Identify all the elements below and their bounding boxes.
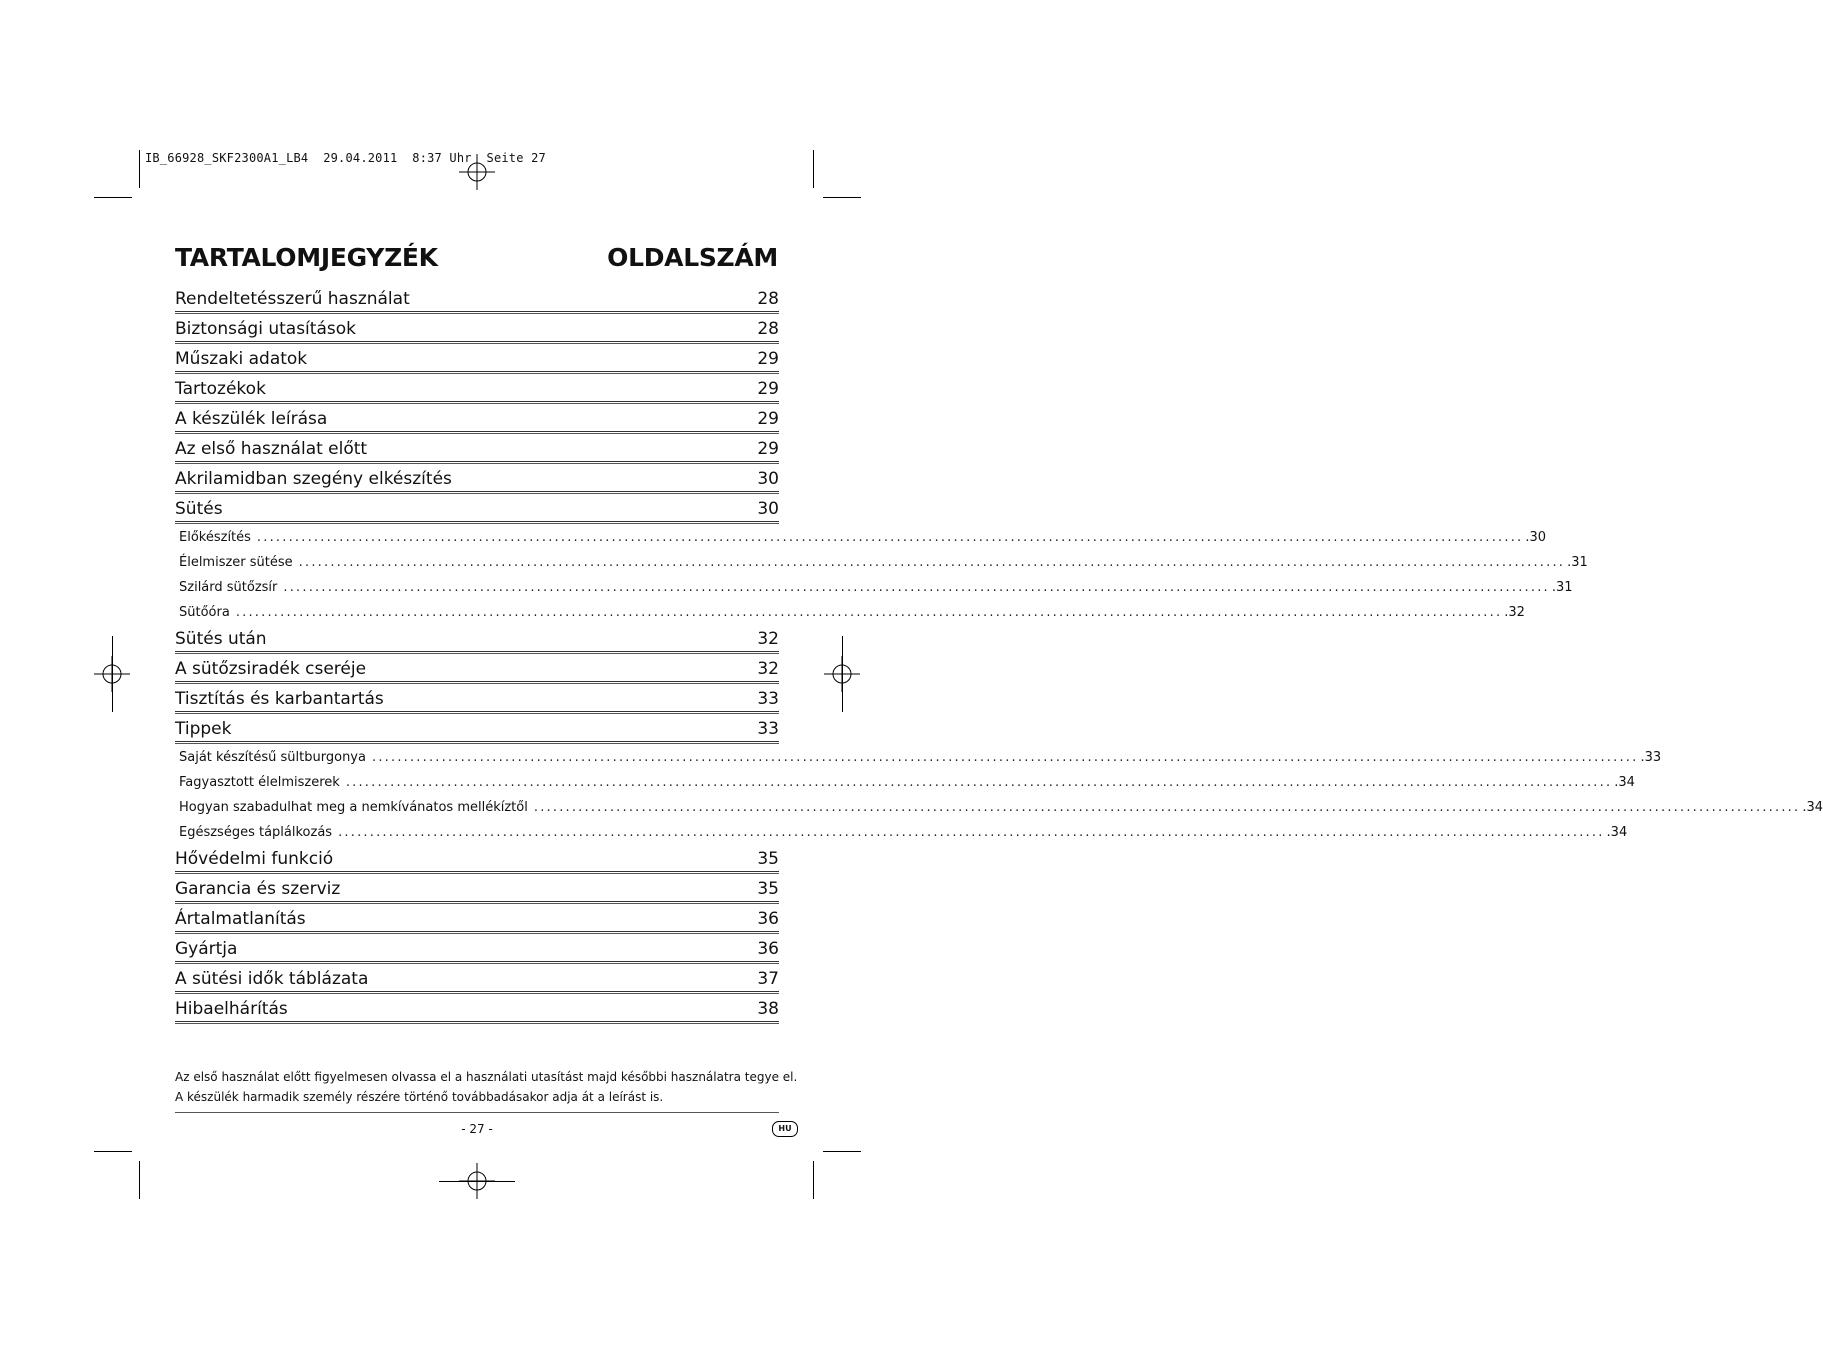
page-title: TARTALOMJEGYZÉK (175, 243, 438, 272)
toc-entry-page: .34 (1614, 775, 1635, 790)
page-number-column-title: OLDALSZÁM (607, 243, 778, 272)
crop-mark (139, 150, 140, 188)
toc-entry-label: Rendeltetésszerű használat (175, 289, 410, 309)
footer-note: A készülék harmadik személy részére történő továbbadásakor adja át a leírást is. (175, 1090, 664, 1104)
toc-entry-label: Előkészítés (179, 530, 251, 545)
toc-entry-label: Sütés (175, 499, 223, 519)
toc-entry (175, 845, 779, 872)
language-badge: HU (772, 1121, 798, 1137)
toc-leader-dots: ........................................................................................................................................................................................................ (345, 775, 1613, 790)
toc-entry-page: 36 (757, 909, 779, 929)
toc-entry-page: 35 (757, 849, 779, 869)
toc-entry-page: .31 (1551, 580, 1573, 595)
crop-mark (842, 636, 843, 712)
toc-entry-label: Az első használat előtt (175, 439, 368, 459)
toc-entry-page: .30 (1525, 530, 1547, 545)
toc-entry-label: Garancia és szerviz (175, 879, 341, 899)
toc-subentry (175, 550, 1588, 575)
toc-entry-label: Tippek (175, 719, 232, 739)
footer-note: Az első használat előtt figyelmesen olvassa el a használati utasítást majd későbbi használatra tegye el. (175, 1070, 798, 1084)
toc-entry-page: 32 (757, 659, 779, 679)
toc-entry (175, 285, 779, 312)
toc-leader-dots: ........................................................................................................................................................................................................ (533, 800, 1801, 815)
toc-entry-page: 37 (757, 969, 779, 989)
crop-mark (94, 1151, 132, 1152)
toc-entry (175, 375, 779, 402)
toc-entry-page: 30 (757, 499, 779, 519)
toc-entry-label: A készülék leírása (175, 409, 328, 429)
toc-entry (175, 715, 779, 742)
toc-entry-label: Saját készítésű sültburgonya (179, 750, 366, 765)
toc-leader-dots: ........................................................................................................................................................................................................ (298, 555, 1566, 570)
crop-mark (112, 636, 113, 712)
toc-entry-label: Sütőóra (179, 605, 230, 620)
toc-entry-label: Hogyan szabadulhat meg a nemkívánatos mellékíztől (179, 800, 528, 815)
toc-subentry (175, 600, 1525, 625)
toc-entry (175, 625, 779, 652)
toc-entry (175, 995, 779, 1022)
toc-entry-page: 38 (757, 999, 779, 1019)
toc-entry (175, 935, 779, 962)
toc-entry (175, 345, 779, 372)
toc-subentry (175, 575, 1573, 600)
toc-entry-label: Gyártja (175, 939, 238, 959)
toc-entry-label: Hővédelmi funkció (175, 849, 334, 869)
crop-mark (813, 1161, 814, 1199)
toc-entry-label: Tartozékok (175, 379, 266, 399)
print-slug: IB_66928_SKF2300A1_LB4 29.04.2011 8:37 Uhr Seite 27 (145, 151, 546, 165)
toc-leader-dots: ........................................................................................................................................................................................................ (283, 580, 1550, 595)
toc-entry-page: 28 (757, 319, 779, 339)
crop-mark (823, 197, 861, 198)
toc-entry (175, 905, 779, 932)
toc-entry-page: 36 (757, 939, 779, 959)
toc-entry (175, 655, 779, 682)
toc-entry-page: 35 (757, 879, 779, 899)
footer-divider (175, 1112, 779, 1113)
toc-entry-page: 33 (757, 719, 779, 739)
toc-entry-page: 29 (757, 439, 779, 459)
toc-entry-page: 33 (757, 689, 779, 709)
toc-subentry (175, 795, 1823, 820)
toc-entry-page: .33 (1640, 750, 1662, 765)
toc-entry-label: Hibaelhárítás (175, 999, 288, 1019)
toc-entry-label: Egészséges táplálkozás (179, 825, 333, 840)
registration-mark-icon (459, 154, 495, 190)
toc-entry (175, 875, 779, 902)
toc-entry-label: Biztonsági utasítások (175, 319, 356, 339)
toc-entry-label: Tisztítás és karbantartás (175, 689, 384, 709)
crop-mark (94, 197, 132, 198)
toc-entry-page: 28 (757, 289, 779, 309)
toc-entry-page: .32 (1504, 605, 1525, 620)
toc-entry (175, 315, 779, 342)
toc-entry-label: A sütőzsiradék cseréje (175, 659, 367, 679)
toc-entry-label: Műszaki adatok (175, 349, 308, 369)
toc-entry-label: Szilárd sütőzsír (179, 580, 278, 595)
toc-entry-page: .31 (1567, 555, 1588, 570)
toc-entry-page: 32 (757, 629, 779, 649)
crop-mark (439, 1181, 515, 1182)
toc-subentry (175, 525, 1547, 550)
crop-mark (823, 1151, 861, 1152)
toc-entry-label: Sütés után (175, 629, 267, 649)
toc-leader-dots: ........................................................................................................................................................................................................ (338, 825, 1605, 840)
toc-subentry (175, 820, 1628, 845)
crop-mark (139, 1161, 140, 1199)
toc-subentry (175, 770, 1635, 795)
toc-entry-label: Fagyasztott élelmiszerek (179, 775, 340, 790)
toc-entry-page: 29 (757, 349, 779, 369)
toc-entry-page: .34 (1606, 825, 1628, 840)
toc-entry (175, 965, 779, 992)
toc-entry-label: Élelmiszer sütése (179, 555, 293, 570)
toc-entry (175, 495, 779, 522)
page-number: - 27 - (461, 1122, 493, 1136)
toc-leader-dots: ........................................................................................................................................................................................................ (256, 530, 1524, 545)
toc-entry-page: .34 (1802, 800, 1823, 815)
toc-entry (175, 465, 779, 492)
toc-entry (175, 405, 779, 432)
crop-mark (813, 150, 814, 188)
toc-entry-page: 30 (757, 469, 779, 489)
toc-entry-label: Ártalmatlanítás (175, 909, 306, 929)
table-of-contents (175, 285, 1823, 1025)
toc-entry (175, 435, 779, 462)
toc-leader-dots: ........................................................................................................................................................................................................ (235, 605, 1503, 620)
toc-subentry (175, 745, 1662, 770)
toc-entry (175, 685, 779, 712)
toc-leader-dots: ........................................................................................................................................................................................................ (371, 750, 1639, 765)
toc-entry-page: 29 (757, 409, 779, 429)
toc-entry-label: Akrilamidban szegény elkészítés (175, 469, 452, 489)
toc-entry-label: A sütési idők táblázata (175, 969, 369, 989)
toc-entry-page: 29 (757, 379, 779, 399)
